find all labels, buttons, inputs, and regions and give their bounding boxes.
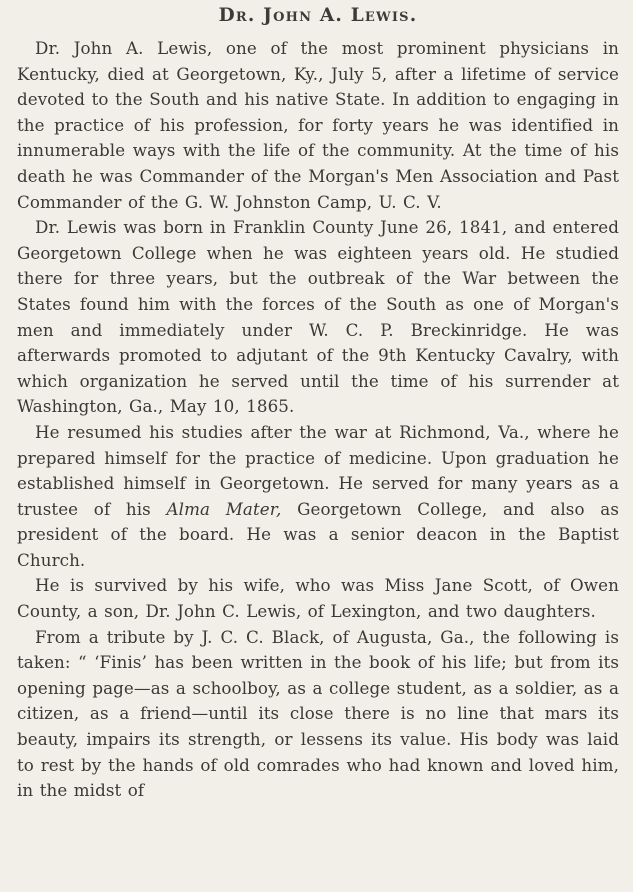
career-text-before: He resumed his studies after the war at Richmond, Va., where he prepared himself for the practice of medicine. Upon graduation he established himself in Georgetown. He served for many years as a trustee of his [17,421,619,519]
article-title: Dr. John A. Lewis. [218,5,418,26]
paragraph-death-notice: Dr. John A. Lewis, one of the most prominent physicians in Kentucky, died at Georgetown, Ky., July 5, after a lifetime of service devoted to the South and his native State. In addition to engaging in the practice of his profession, for forty years he was identified in innumerable ways with the life of the community. At the time of his death he was Commander of the Morgan's Men Association and Past Commander of the G. W. Johnston Camp, U. C. V. [17,38,619,212]
paragraph-early-life: Dr. Lewis was born in Franklin County June 26, 1841, and entered Georgetown College when he was eighteen years old. He studied there for three years, but the outbreak of the War between the States found him with the forces of the South as one of Morgan's men and immediately under W. C. P. Breckinridge. He was afterwards promoted to adjutant of the 9th Kentucky Cavalry, with which organization he served until the time of his surrender at Washington, Ga., May 10, 1865. [17,217,619,417]
career-text-after: Georgetown College, and also as president of the board. He was a senior deacon in the Baptist Church. [17,498,619,570]
paragraph-tribute: From a tribute by J. C. C. Black, of Augusta, Ga., the following is taken: “ ‘Finis’ has been written in the book of his life; but from its opening page—as a schoolboy, as a college student, as a soldier, as a citizen, as a friend—until its close there is no line that mars its beauty, impairs its strength, or lessens its value. His body was laid to rest by the hands of old comrades who had known and loved him, in the midst of [17,626,619,801]
alma-mater-italic: Alma Mater, [166,498,282,519]
paragraph-survivors: He is survived by his wife, who was Miss Jane Scott, of Owen County, a son, Dr. John C. Lewis, of Lexington, and two daughters. [17,575,619,622]
paragraph-career [17,420,619,574]
